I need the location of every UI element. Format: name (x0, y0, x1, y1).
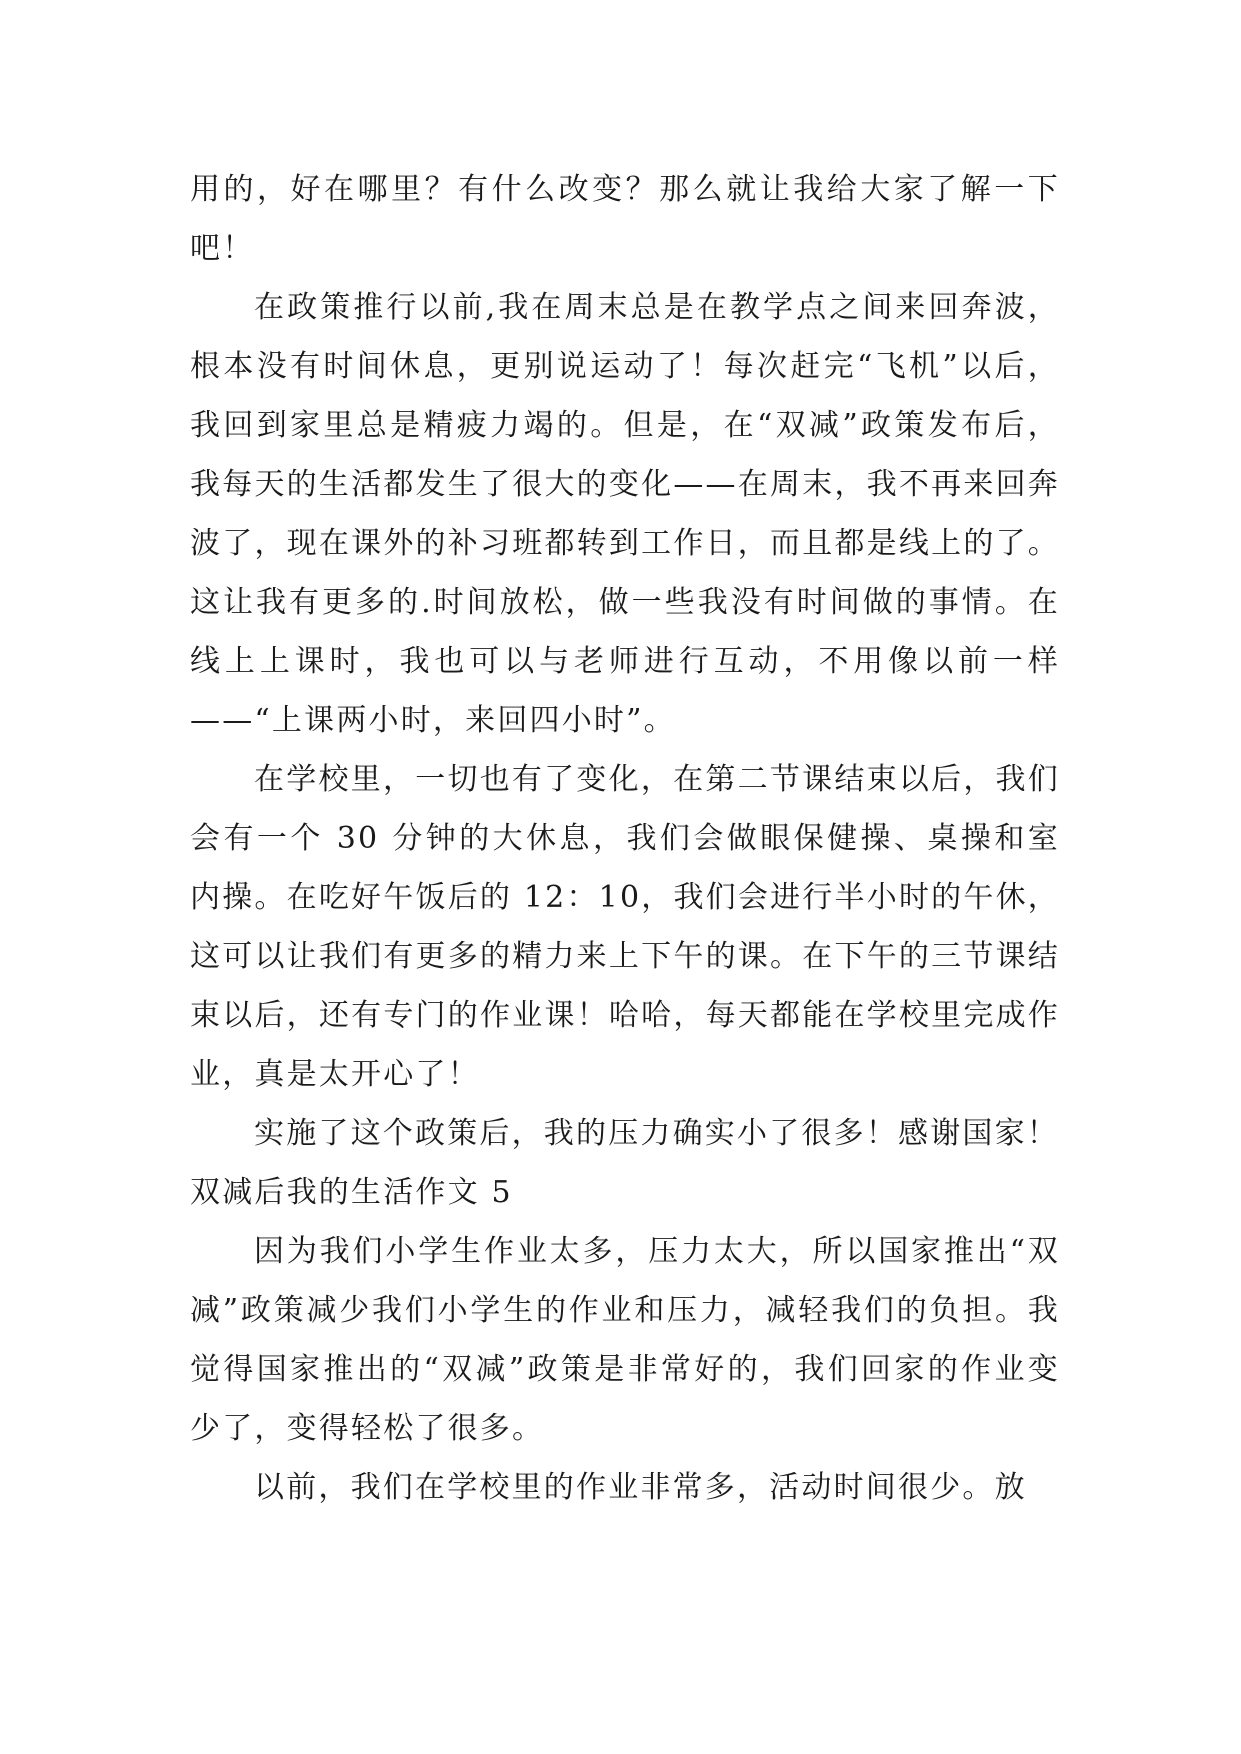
section-heading: 双减后我的生活作文 5 (190, 1175, 513, 1210)
paragraph-conclusion: 实施了这个政策后，我的压力确实小了很多！感谢国家！ (254, 1116, 1059, 1151)
paragraph-weekend-before-policy: 在政策推行以前,我在周末总是在教学点之间来回奔波，根本没有时间休息，更别说运动了！每次赶完“飞机”以后，我回到家里总是精疲力竭的。但是，在“双减”政策发布后，我每天的生活都发生了很大的变化——在周末，我不再来回奔波了，现在课外的补习班都转到工作日，而且都是线上的了。这让我有更多的.时间放松，做一些我没有时间做的事情。在线上上课时，我也可以与老师进行互动，不用像以前一样——“上课两小时，来回四小时”。 (190, 290, 1060, 738)
paragraph-continuation: 用的，好在哪里？有什么改变？那么就让我给大家了解一下吧！ (190, 172, 1060, 266)
paragraph-school-changes: 在学校里，一切也有了变化，在第二节课结束以后，我们会有一个 30 分钟的大休息，我们会做眼保健操、桌操和室内操。在吃好午饭后的 12：10，我们会进行半小时的午休，这可以让我们有更多的精力来上下午的课。在下午的三节课结束以后，还有专门的作业课！哈哈，每天都能在学校里完成作业，真是太开心了！ (190, 762, 1060, 1092)
paragraph-policy-intro: 因为我们小学生作业太多，压力太大，所以国家推出“双减”政策减少我们小学生的作业和压力，减轻我们的负担。我觉得国家推出的“双减”政策是非常好的，我们回家的作业变少了，变得轻松了很多。 (190, 1234, 1060, 1446)
paragraph-before-homework: 以前，我们在学校里的作业非常多，活动时间很少。放 (254, 1470, 1027, 1505)
document-body (190, 160, 1060, 1517)
